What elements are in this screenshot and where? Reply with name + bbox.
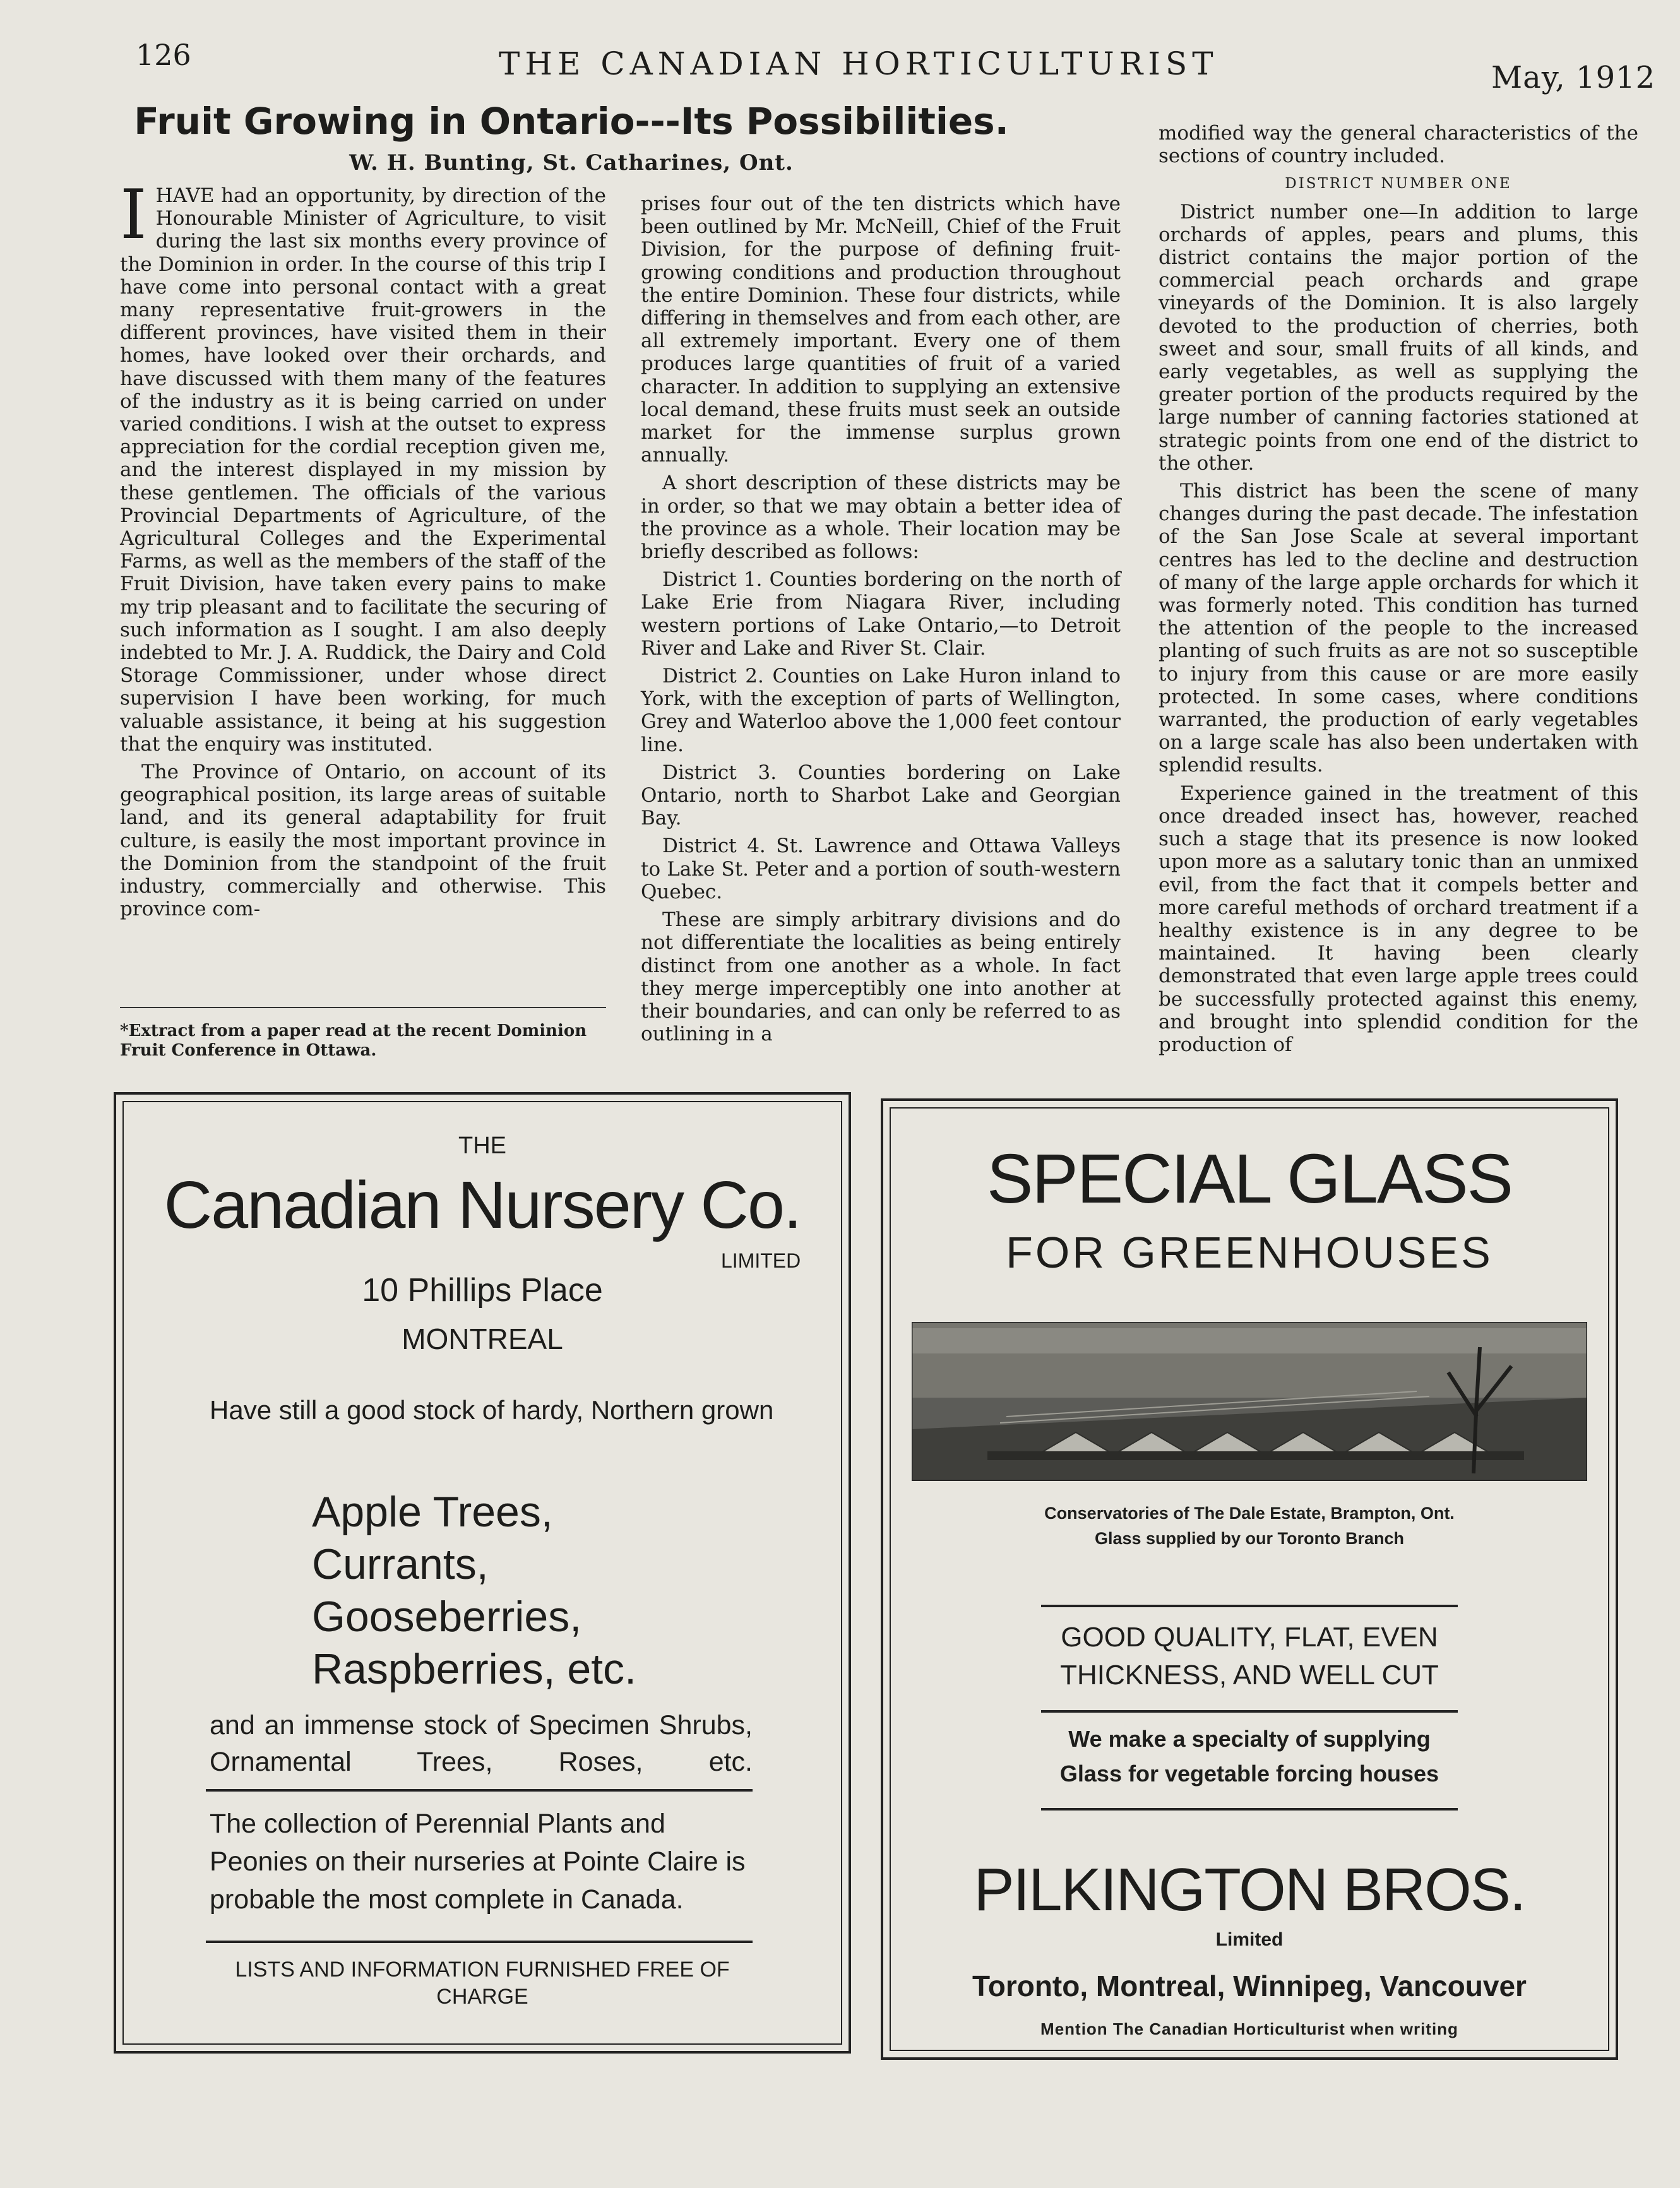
article-byline: W. H. Bunting, St. Catharines, Ont. <box>349 150 794 175</box>
article-paragraph: District 2. Counties on Lake Huron inland to York, with the exception of parts of Wellington, Grey and Waterloo above the 1,000 feet contour line. <box>641 665 1121 756</box>
glass-quality-line-2: THICKNESS, AND WELL CUT <box>1060 1660 1439 1691</box>
nursery-address-street: 10 Phillips Place <box>362 1272 603 1309</box>
divider <box>1041 1710 1458 1713</box>
glass-quality-line-1: GOOD QUALITY, FLAT, EVEN <box>1061 1622 1438 1653</box>
divider <box>206 1789 753 1792</box>
article-column-3 <box>1159 122 1638 1061</box>
glass-subheadline: FOR GREENHOUSES <box>1006 1228 1493 1277</box>
list-item: Gooseberries, <box>312 1593 582 1641</box>
article-column-1 <box>120 175 606 926</box>
section-subhead: DISTRICT NUMBER ONE <box>1285 175 1512 193</box>
glass-advertisement <box>881 1098 1618 2060</box>
issue-date: May, 1912 <box>1491 60 1656 95</box>
article-paragraph: The Province of Ontario, on account of its geographical position, its large areas of suitable land, and its general adaptability for fruit culture, is easily the most important province in the Dominion from the standpoint of the fruit industry, commercially and otherwise. This province com- <box>120 761 606 921</box>
article-paragraph: District 1. Counties bordering on the north of Lake Erie from Niagara River, including western portions of Lake Ontario,—to Detroit River and Lake and River St. Clair. <box>641 568 1121 660</box>
article-paragraph: District 4. St. Lawrence and Ottawa Valleys to Lake St. Peter and a portion of south-western Quebec. <box>641 835 1121 903</box>
nursery-advertisement <box>114 1092 851 2054</box>
mention-note: Mention The Canadian Horticulturist when writing <box>1040 2019 1458 2038</box>
article-paragraph: District 3. Counties bordering on Lake Ontario, north to Sharbot Lake and Georgian Bay. <box>641 761 1121 830</box>
article-paragraph: IHAVE had an opportunity, by direction of the Honourable Minister of Agriculture, to visit during the last six months every province of the Dominion in order. In the course of this trip I have come into personal contact with a great many representative fruit-growers in the different provinces, have visited them in their homes, have looked over their orchards, and have discussed with them many of the features of the industry as it is being carried on under varied conditions. I wish at the outset to express appreciation for the cordial reception given me, and the interest displayed in my mission by these gentlemen. The officials of the various Provincial Departments of Agriculture, of the Agricultural Colleges and the Experimental Farms, as well as the members of the staff of the Fruit Division, have taken every pains to make my trip pleasant and to facilitate the securing of such information as I sought. I am also deeply indebted to Mr. J. A. Ruddick, the Dairy and Cold Storage Commissioner, under whose direct supervision I have been working, for much valuable assistance, it being at his suggestion that the enquiry was instituted. <box>120 175 606 756</box>
nursery-lists-note: LISTS AND INFORMATION FURNISHED FREE OF CHARGE <box>235 1958 730 2009</box>
article-paragraph: These are simply arbitrary divisions and do not differentiate the localities as being entirely distinct from one another as a whole. In fact they merge imperceptibly one into another at their boundaries, and can only be referred to as outlining in a <box>641 908 1121 1046</box>
nursery-specimen-text: and an immense stock of Specimen Shrubs, Ornamental Trees, Roses, etc. <box>210 1710 753 1777</box>
article-column-2 <box>641 193 1121 1050</box>
drop-cap: I <box>120 175 147 254</box>
footnote-rule <box>120 1007 606 1008</box>
journal-running-title: THE CANADIAN HORTICULTURIST <box>499 45 1218 82</box>
article-title: Fruit Growing in Ontario---Its Possibilities. <box>134 100 1009 143</box>
photo-caption-line-2: Glass supplied by our Toronto Branch <box>1094 1529 1405 1548</box>
glass-specialty-line-1: We make a specialty of supplying <box>1068 1726 1431 1752</box>
pilkington-company-name: PILKINGTON BROS. <box>974 1856 1525 1923</box>
article-paragraph: This district has been the scene of many changes during the past decade. The infestation of the San Jose Scale at several important centres has led to the decline and destruction of many of the large apple orchards for which it was formerly noted. This condition has turned the attention of the people to the increased planting of such fruits as are not so susceptible to injury from this cause or are more easily protected. In some cases, where conditions warranted, the production of early vegetables on a large scale has also been undertaken with splendid results. <box>1159 480 1638 777</box>
nursery-company-name: Canadian Nursery Co. <box>164 1168 801 1242</box>
photo-caption-line-1: Conservatories of The Dale Estate, Brampton, Ont. <box>1044 1504 1455 1523</box>
ad-the-label: THE <box>458 1133 506 1159</box>
nursery-limited: LIMITED <box>721 1249 801 1272</box>
nursery-perennial-text: The collection of Perennial Plants and Peonies on their nurseries at Pointe Claire is probable the most complete in Canada. <box>210 1809 746 1915</box>
glass-specialty-line-2: Glass for vegetable forcing houses <box>1059 1761 1439 1787</box>
article-paragraph: modified way the general characteristics of the sections of country included. <box>1159 122 1638 168</box>
list-item: Raspberries, etc. <box>312 1645 636 1693</box>
nursery-address-city: MONTREAL <box>402 1323 563 1355</box>
divider <box>206 1941 753 1943</box>
list-item: Currants, <box>312 1540 489 1588</box>
article-paragraph: Experience gained in the treatment of this once dreaded insect has, however, reached such a stage that its presence is now looked upon more as a salutary tonic than an unmixed evil, from the fact that it compels better and more careful methods of orchard treatment if a healthy existence is in any degree to be maintained. It having been clearly demonstrated that even large apple trees could be successfully protected against this enemy, and brought into splendid condition for the production of <box>1159 782 1638 1056</box>
glass-headline: SPECIAL GLASS <box>987 1140 1512 1218</box>
nursery-stock-line: Have still a good stock of hardy, Northern grown <box>210 1395 774 1425</box>
divider <box>1041 1605 1458 1607</box>
article-paragraph: A short description of these districts may be in order, so that we may obtain a better idea of the province as a whole. Their location may be briefly described as follows: <box>641 472 1121 564</box>
article-paragraph: District number one—In addition to large orchards of apples, pears and plums, this district contains the major portion of the commercial peach orchards and grape vineyards of the Dominion. It is also largely devoted to the production of cherries, both sweet and sour, small fruits of all kinds, and early vegetables, as well as supplying the greater portion of the products required by the large number of canning factories stationed at strategic points from one end of the district to the other. <box>1159 200 1638 475</box>
divider <box>1041 1808 1458 1810</box>
pilkington-cities: Toronto, Montreal, Winnipeg, Vancouver <box>972 1970 1527 2002</box>
footnote: *Extract from a paper read at the recent Dominion Fruit Conference in Ottawa. <box>120 1021 587 1060</box>
page-number: 126 <box>136 38 191 72</box>
pilkington-limited: Limited <box>1215 1929 1284 1950</box>
list-item: Apple Trees, <box>312 1488 553 1536</box>
greenhouse-photo <box>912 1322 1587 1481</box>
article-paragraph: prises four out of the ten districts which have been outlined by Mr. McNeill, Chief of the Fruit Division, for the purpose of defining fruit-growing conditions and production throughout the entire Dominion. These four districts, while differing in themselves and from each other, are all extremely important. Every one of them produces large quantities of fruit of a varied character. In addition to supplying an extensive local demand, these fruits must seek an outside market for the immense surplus grown annually. <box>641 193 1121 467</box>
nursery-item-list <box>312 1486 636 1696</box>
